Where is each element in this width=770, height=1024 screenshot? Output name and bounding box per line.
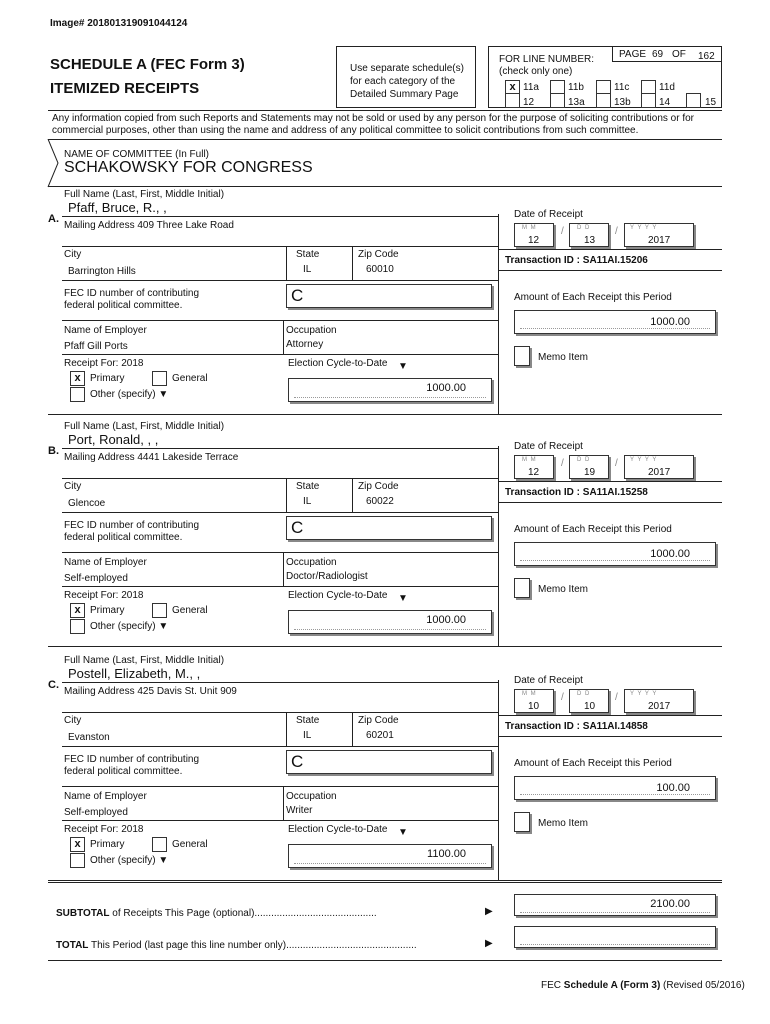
date-separator: / <box>615 692 618 703</box>
line-12-checkbox[interactable] <box>505 93 520 108</box>
year-value: 2017 <box>648 235 671 246</box>
date-of-receipt-label: Date of Receipt <box>514 209 583 220</box>
memo-label: Memo Item <box>538 352 589 363</box>
election-cycle-value: 1000.00 <box>426 382 466 394</box>
line-13a-checkbox[interactable] <box>550 93 565 108</box>
other-specify-label: Other (specify) ▼ <box>90 855 169 866</box>
month-value: 12 <box>528 235 540 246</box>
divider <box>352 246 353 280</box>
divider <box>62 320 498 321</box>
occupation-label: Occupation <box>286 791 337 802</box>
total-label: TOTAL This Period (last page this line number only)............................................... <box>56 940 417 951</box>
image-id: Image# 201801319091044124 <box>50 18 188 29</box>
divider <box>352 712 353 746</box>
zip-label: Zip Code <box>358 481 399 492</box>
divider <box>62 712 498 713</box>
separate-schedules-text: Use separate schedule(s) for each category of the Detailed Summary Page <box>350 63 464 100</box>
mm-hint: M M <box>522 457 537 463</box>
amount-label: Amount of Each Receipt this Period <box>514 524 672 535</box>
down-triangle-icon: ▼ <box>158 389 169 400</box>
memo-label: Memo Item <box>538 584 589 595</box>
occupation-label: Occupation <box>286 325 337 336</box>
divider <box>62 354 498 355</box>
check-only-one-label: (check only one) <box>499 66 573 77</box>
general-checkbox[interactable] <box>152 371 167 386</box>
zip-value: 60022 <box>366 496 394 507</box>
other-checkbox[interactable] <box>70 387 85 402</box>
form-footer: FEC Schedule A (Form 3) (Revised 05/2016) <box>541 980 745 991</box>
divider <box>498 481 722 482</box>
election-cycle-label: Election Cycle-to-Date <box>288 358 388 369</box>
name-underline <box>62 216 498 217</box>
mailing-address-row: Mailing Address 409 Three Lake Road <box>64 220 234 231</box>
city-value: Barrington Hills <box>68 266 136 277</box>
divider <box>62 586 498 587</box>
month-value: 10 <box>528 701 540 712</box>
zip-value: 60201 <box>366 730 394 741</box>
down-triangle-icon: ▼ <box>158 621 169 632</box>
occupation-value: Doctor/Radiologist <box>286 571 368 582</box>
contributor-name: Port, Ronald, , , <box>68 432 159 447</box>
employer-value: Self-employed <box>64 807 128 818</box>
date-separator: / <box>561 226 564 237</box>
general-checkbox[interactable] <box>152 837 167 852</box>
year-value: 2017 <box>648 467 671 478</box>
name-underline <box>62 448 498 449</box>
general-label: General <box>172 839 208 850</box>
amount-label: Amount of Each Receipt this Period <box>514 292 672 303</box>
divider <box>283 786 284 820</box>
divider <box>48 110 722 111</box>
line-15-checkbox[interactable] <box>686 93 701 108</box>
day-value: 13 <box>584 235 596 246</box>
month-value: 12 <box>528 467 540 478</box>
memo-checkbox[interactable] <box>514 812 530 832</box>
primary-checkbox[interactable]: x <box>70 603 85 618</box>
line-13a-label: 13a <box>568 97 585 108</box>
divider <box>48 186 722 187</box>
dotted-line <box>520 560 710 561</box>
contributor-name: Postell, Elizabeth, M., , <box>68 666 201 681</box>
mm-hint: M M <box>522 225 537 231</box>
date-separator: / <box>561 458 564 469</box>
city-value: Glencoe <box>68 498 106 509</box>
divider <box>286 712 287 746</box>
state-label: State <box>296 249 320 260</box>
entry-letter: B. <box>48 445 59 457</box>
dd-hint: D D <box>577 691 591 697</box>
divider <box>286 478 287 512</box>
dotted-line <box>520 794 710 795</box>
other-checkbox[interactable] <box>70 853 85 868</box>
down-triangle-icon: ▼ <box>398 361 408 372</box>
schedule-title: SCHEDULE A (FEC Form 3) <box>50 56 245 73</box>
memo-label: Memo Item <box>538 818 589 829</box>
other-specify-label: Other (specify) ▼ <box>90 621 169 632</box>
divider <box>62 280 498 281</box>
employer-label: Name of Employer <box>64 325 147 336</box>
line-14-label: 14 <box>659 97 671 108</box>
zip-label: Zip Code <box>358 249 399 260</box>
amount-value: 1000.00 <box>650 548 690 560</box>
yyyy-hint: Y Y Y Y <box>630 457 658 463</box>
date-separator: / <box>615 458 618 469</box>
for-line-number-label: FOR LINE NUMBER: <box>499 54 595 65</box>
receipt-for-row: Receipt For: 2018 <box>64 358 144 369</box>
election-cycle-label: Election Cycle-to-Date <box>288 824 388 835</box>
amount-value: 1000.00 <box>650 316 690 328</box>
disclaimer-text: Any information copied from such Reports and Statements may not be sold or used by any person for the purpose of soliciting contributions or for commercial purposes, other than using the name and address of any political committee to solicit contributions from such committee. <box>52 113 695 136</box>
date-of-receipt-label: Date of Receipt <box>514 441 583 452</box>
itemized-receipts-title: ITEMIZED RECEIPTS <box>50 80 200 97</box>
receipt-for-row: Receipt For: 2018 <box>64 590 144 601</box>
divider <box>283 320 284 354</box>
down-triangle-icon: ▼ <box>158 855 169 866</box>
general-label: General <box>172 605 208 616</box>
date-of-receipt-label: Date of Receipt <box>514 675 583 686</box>
amount-value: 100.00 <box>656 782 690 794</box>
amount-label: Amount of Each Receipt this Period <box>514 758 672 769</box>
divider <box>48 414 722 415</box>
employer-value: Pfaff Gill Ports <box>64 341 128 352</box>
line-11b-label: 11b <box>568 82 584 93</box>
divider <box>498 715 722 716</box>
line-13b-checkbox[interactable] <box>596 93 611 108</box>
fec-id-label: FEC ID number of contributing federal political committee. <box>64 520 200 543</box>
city-label: City <box>64 481 82 492</box>
subtotal-value: 2100.00 <box>650 898 690 910</box>
general-label: General <box>172 373 208 384</box>
divider <box>498 249 722 250</box>
dd-hint: D D <box>577 457 591 463</box>
contributor-name: Pfaff, Bruce, R., , <box>68 200 167 215</box>
transaction-id: Transaction ID : SA11AI.15206 <box>505 255 648 266</box>
mailing-address-row: Mailing Address 4441 Lakeside Terrace <box>64 452 239 463</box>
yyyy-hint: Y Y Y Y <box>630 691 658 697</box>
divider <box>62 478 498 479</box>
divider <box>48 646 722 647</box>
day-value: 19 <box>584 467 596 478</box>
date-separator: / <box>561 692 564 703</box>
other-specify-label: Other (specify) ▼ <box>90 389 169 400</box>
day-value: 10 <box>584 701 596 712</box>
divider <box>48 882 722 883</box>
down-triangle-icon: ▼ <box>398 593 408 604</box>
memo-checkbox[interactable] <box>514 578 530 598</box>
primary-label: Primary <box>90 605 125 616</box>
employer-label: Name of Employer <box>64 557 147 568</box>
city-label: City <box>64 715 82 726</box>
occupation-value: Attorney <box>286 339 324 350</box>
divider <box>498 446 499 646</box>
entry-letter: A. <box>48 213 59 225</box>
committee-bracket <box>46 139 60 189</box>
full-name-label: Full Name (Last, First, Middle Initial) <box>64 655 225 666</box>
line-11a-label: 11a <box>523 82 539 93</box>
divider <box>48 880 722 881</box>
committee-name: SCHAKOWSKY FOR CONGRESS <box>64 159 313 176</box>
general-checkbox[interactable] <box>152 603 167 618</box>
yyyy-hint: Y Y Y Y <box>630 225 658 231</box>
transaction-id: Transaction ID : SA11AI.15258 <box>505 487 648 498</box>
line-11a-checkbox[interactable]: x <box>505 80 520 95</box>
divider <box>283 552 284 586</box>
committee-label: NAME OF COMMITTEE (In Full) <box>64 149 209 160</box>
page-total: 162 <box>698 51 715 62</box>
state-label: State <box>296 715 320 726</box>
line-15-label: 15 <box>705 97 717 108</box>
divider <box>286 246 287 280</box>
zip-label: Zip Code <box>358 715 399 726</box>
line-11c-label: 11c <box>614 82 630 93</box>
fec-c-prefix: C <box>291 286 304 305</box>
total-arrow-icon: ▶ <box>485 938 493 949</box>
fec-id-label: FEC ID number of contributing federal political committee. <box>64 288 200 311</box>
name-underline <box>62 682 498 683</box>
zip-value: 60010 <box>366 264 394 275</box>
state-value: IL <box>303 264 312 275</box>
subtotal-arrow-icon: ▶ <box>485 906 493 917</box>
dotted-line <box>520 912 710 913</box>
state-label: State <box>296 481 320 492</box>
line-12-label: 12 <box>523 97 535 108</box>
divider <box>498 270 722 271</box>
divider <box>498 214 499 414</box>
divider <box>62 246 498 247</box>
fec-id-input[interactable] <box>286 750 492 774</box>
dotted-line <box>294 629 486 630</box>
divider <box>352 478 353 512</box>
divider <box>498 736 722 737</box>
full-name-label: Full Name (Last, First, Middle Initial) <box>64 189 225 200</box>
page-label: PAGE <box>619 49 647 60</box>
divider <box>48 139 722 140</box>
state-value: IL <box>303 496 312 507</box>
divider <box>62 820 498 821</box>
city-value: Evanston <box>68 732 110 743</box>
divider <box>498 680 499 880</box>
entry-letter: C. <box>48 679 59 691</box>
divider <box>62 512 498 513</box>
subtotal-label: SUBTOTAL of Receipts This Page (optional)............................................ <box>56 908 377 919</box>
divider <box>62 552 498 553</box>
state-value: IL <box>303 730 312 741</box>
other-checkbox[interactable] <box>70 619 85 634</box>
fec-id-label: FEC ID number of contributing federal political committee. <box>64 754 200 777</box>
line-11d-label: 11d <box>659 82 675 93</box>
employer-value: Self-employed <box>64 573 128 584</box>
fec-id-input[interactable] <box>286 516 492 540</box>
occupation-label: Occupation <box>286 557 337 568</box>
dotted-line <box>294 397 486 398</box>
mm-hint: M M <box>522 691 537 697</box>
transaction-id: Transaction ID : SA11AI.14858 <box>505 721 648 732</box>
primary-checkbox[interactable]: x <box>70 371 85 386</box>
city-label: City <box>64 249 82 260</box>
occupation-value: Writer <box>286 805 313 816</box>
election-cycle-value: 1000.00 <box>426 614 466 626</box>
dotted-line <box>294 863 486 864</box>
divider <box>498 502 722 503</box>
receipt-for-row: Receipt For: 2018 <box>64 824 144 835</box>
dotted-line <box>520 944 710 945</box>
employer-label: Name of Employer <box>64 791 147 802</box>
of-label: OF <box>672 49 686 60</box>
dotted-line <box>520 328 710 329</box>
down-triangle-icon: ▼ <box>398 827 408 838</box>
line-14-checkbox[interactable] <box>641 93 656 108</box>
fec-c-prefix: C <box>291 752 304 771</box>
primary-checkbox[interactable]: x <box>70 837 85 852</box>
election-cycle-label: Election Cycle-to-Date <box>288 590 388 601</box>
line-13b-label: 13b <box>614 97 631 108</box>
fec-id-input[interactable] <box>286 284 492 308</box>
divider <box>62 786 498 787</box>
fec-c-prefix: C <box>291 518 304 537</box>
dd-hint: D D <box>577 225 591 231</box>
divider <box>62 746 498 747</box>
page-number: 69 <box>652 49 664 60</box>
full-name-label: Full Name (Last, First, Middle Initial) <box>64 421 225 432</box>
divider <box>48 960 722 961</box>
election-cycle-value: 1100.00 <box>427 848 466 860</box>
primary-label: Primary <box>90 839 125 850</box>
year-value: 2017 <box>648 701 671 712</box>
date-separator: / <box>615 226 618 237</box>
memo-checkbox[interactable] <box>514 346 530 366</box>
primary-label: Primary <box>90 373 125 384</box>
mailing-address-row: Mailing Address 425 Davis St. Unit 909 <box>64 686 237 697</box>
